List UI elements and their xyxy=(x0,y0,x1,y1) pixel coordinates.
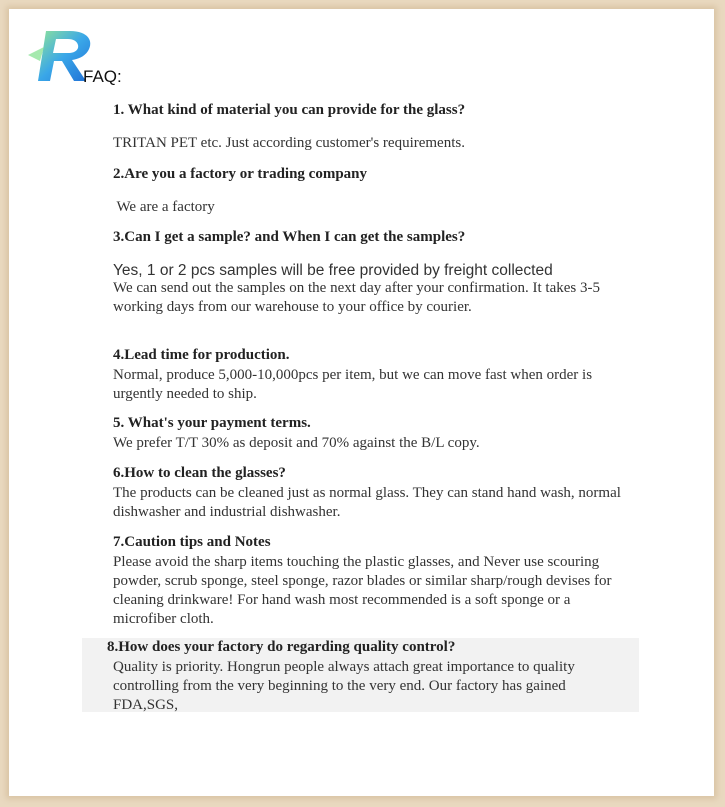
answer-3-line1: Yes, 1 or 2 pcs samples will be free provided by freight collected xyxy=(113,262,553,279)
question-4: 4.Lead time for production. xyxy=(113,347,290,363)
question-3: 3.Can I get a sample? and When I can get the samples? xyxy=(113,229,466,245)
question-1: 1. What kind of material you can provide for the glass? xyxy=(113,102,466,118)
answer-7: Please avoid the sharp items touching the plastic glasses, and Never use scouring powder, scrub sponge, steel sponge, razor blades or similar sharp/rough devises for cleaning drinkware! For hand wash most recommended is a soft sponge or a microfiber cloth. xyxy=(113,554,612,627)
answer-4: Normal, produce 5,000-10,000pcs per item, but we can move fast when order is urgently needed to ship. xyxy=(113,367,593,402)
answer-1: TRITAN PET etc. Just according customer's requirements. xyxy=(113,135,465,151)
answer-8: Quality is priority. Hongrun people always attach great importance to quality controlling from the very beginning to the very end. Our factory has gained FDA,SGS, xyxy=(113,659,575,713)
answer-5: We prefer T/T 30% as deposit and 70% against the B/L copy. xyxy=(113,435,480,451)
answer-2: We are a factory xyxy=(113,199,215,215)
answer-6: The products can be cleaned just as normal glass. They can stand hand wash, normal dishwasher and industrial dishwasher. xyxy=(113,485,621,520)
question-2: 2.Are you a factory or trading company xyxy=(113,166,368,182)
faq-heading: FAQ: xyxy=(83,67,122,86)
question-6: 6.How to clean the glasses? xyxy=(113,465,286,481)
question-8: 8.How does your factory do regarding quality control? xyxy=(107,639,456,655)
answer-3: We can send out the samples on the next day after your confirmation. It takes 3-5 working days from our warehouse to your office by courier. xyxy=(113,280,600,315)
question-5: 5. What's your payment terms. xyxy=(113,415,311,431)
question-7: 7.Caution tips and Notes xyxy=(113,534,271,550)
